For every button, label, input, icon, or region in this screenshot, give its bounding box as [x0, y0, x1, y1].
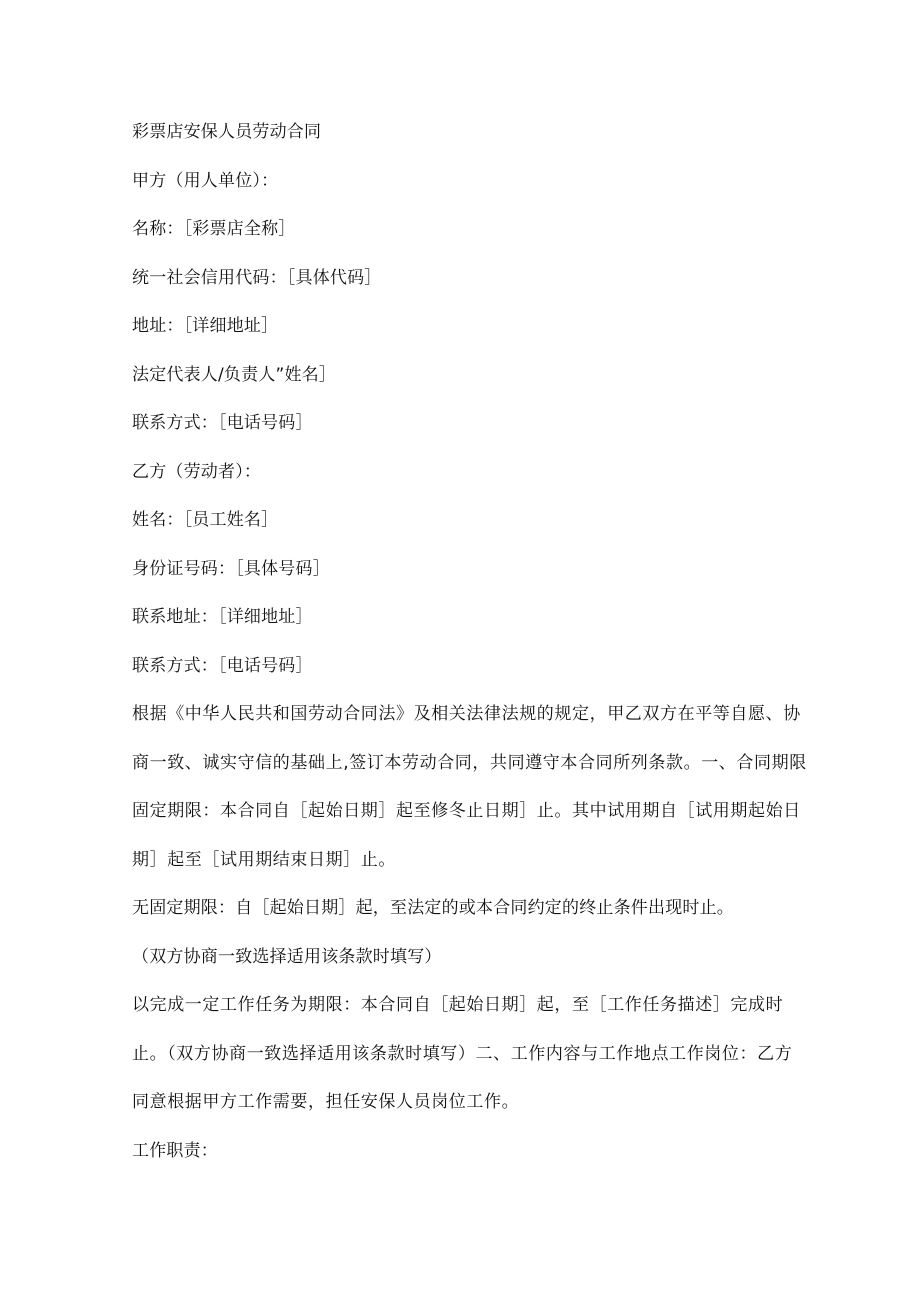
task-term-line-1: 以完成一定工作任务为期限：本合同自［起始日期］起，至［工作任务描述］完成时 [132, 995, 784, 1015]
party-b-address: 联系地址：［详细地址］ [132, 607, 313, 627]
intro-line-3: 固定期限：本合同自［起始日期］起至修冬止日期］止。其中试用期自［试用期起始日 [132, 801, 801, 821]
party-a-legal-rep: 法定代表人/负责人”姓名］ [132, 364, 337, 385]
party-a-name: 名称：［彩票店全称］ [132, 219, 296, 239]
party-a-contact: 联系方式：［电话号码］ [132, 413, 313, 433]
duties-heading: 工作职责： [132, 1140, 218, 1161]
party-b-name: 姓名：［员工姓名］ [132, 510, 279, 530]
document-body [132, 120, 807, 1187]
document-title: 彩票店安保人员劳动合同 [132, 122, 322, 142]
intro-line-4: 期］起至［试用期结束日期］止。 [132, 849, 396, 870]
open-term-note: （双方协商一致选择适用该条款时填写） [132, 946, 442, 967]
party-a-heading: 甲方（用人单位）： [132, 170, 279, 191]
party-a-address: 地址：［详细地址］ [132, 316, 279, 336]
open-term-clause: 无固定期限：自［起始日期］起，至法定的或本合同约定的终止条件出现时止。 [132, 898, 734, 918]
party-b-id-number: 身份证号码：［具体号码］ [132, 558, 330, 579]
party-b-contact: 联系方式：［电话号码］ [132, 655, 313, 676]
intro-line-1: 根据《中华人民共和国劳动合同法》及相关法律法规的规定，甲乙双方在平等自愿、协 [132, 704, 801, 724]
party-a-credit-code: 统一社会信用代码：［具体代码］ [132, 267, 382, 288]
intro-line-2: 商一致、诚实守信的基础上,签订本劳动合同，共同遵守本合同所列条款。一、合同期限 [132, 752, 807, 773]
task-term-line-2: 止。（双方协商一致选择适用该条款时填写）二、工作内容与工作地点工作岗位：乙方 [132, 1043, 793, 1064]
party-b-heading: 乙方（劳动者）： [132, 461, 262, 482]
task-term-line-3: 同意根据甲方工作需要，担任安保人员岗位工作。 [132, 1092, 520, 1112]
